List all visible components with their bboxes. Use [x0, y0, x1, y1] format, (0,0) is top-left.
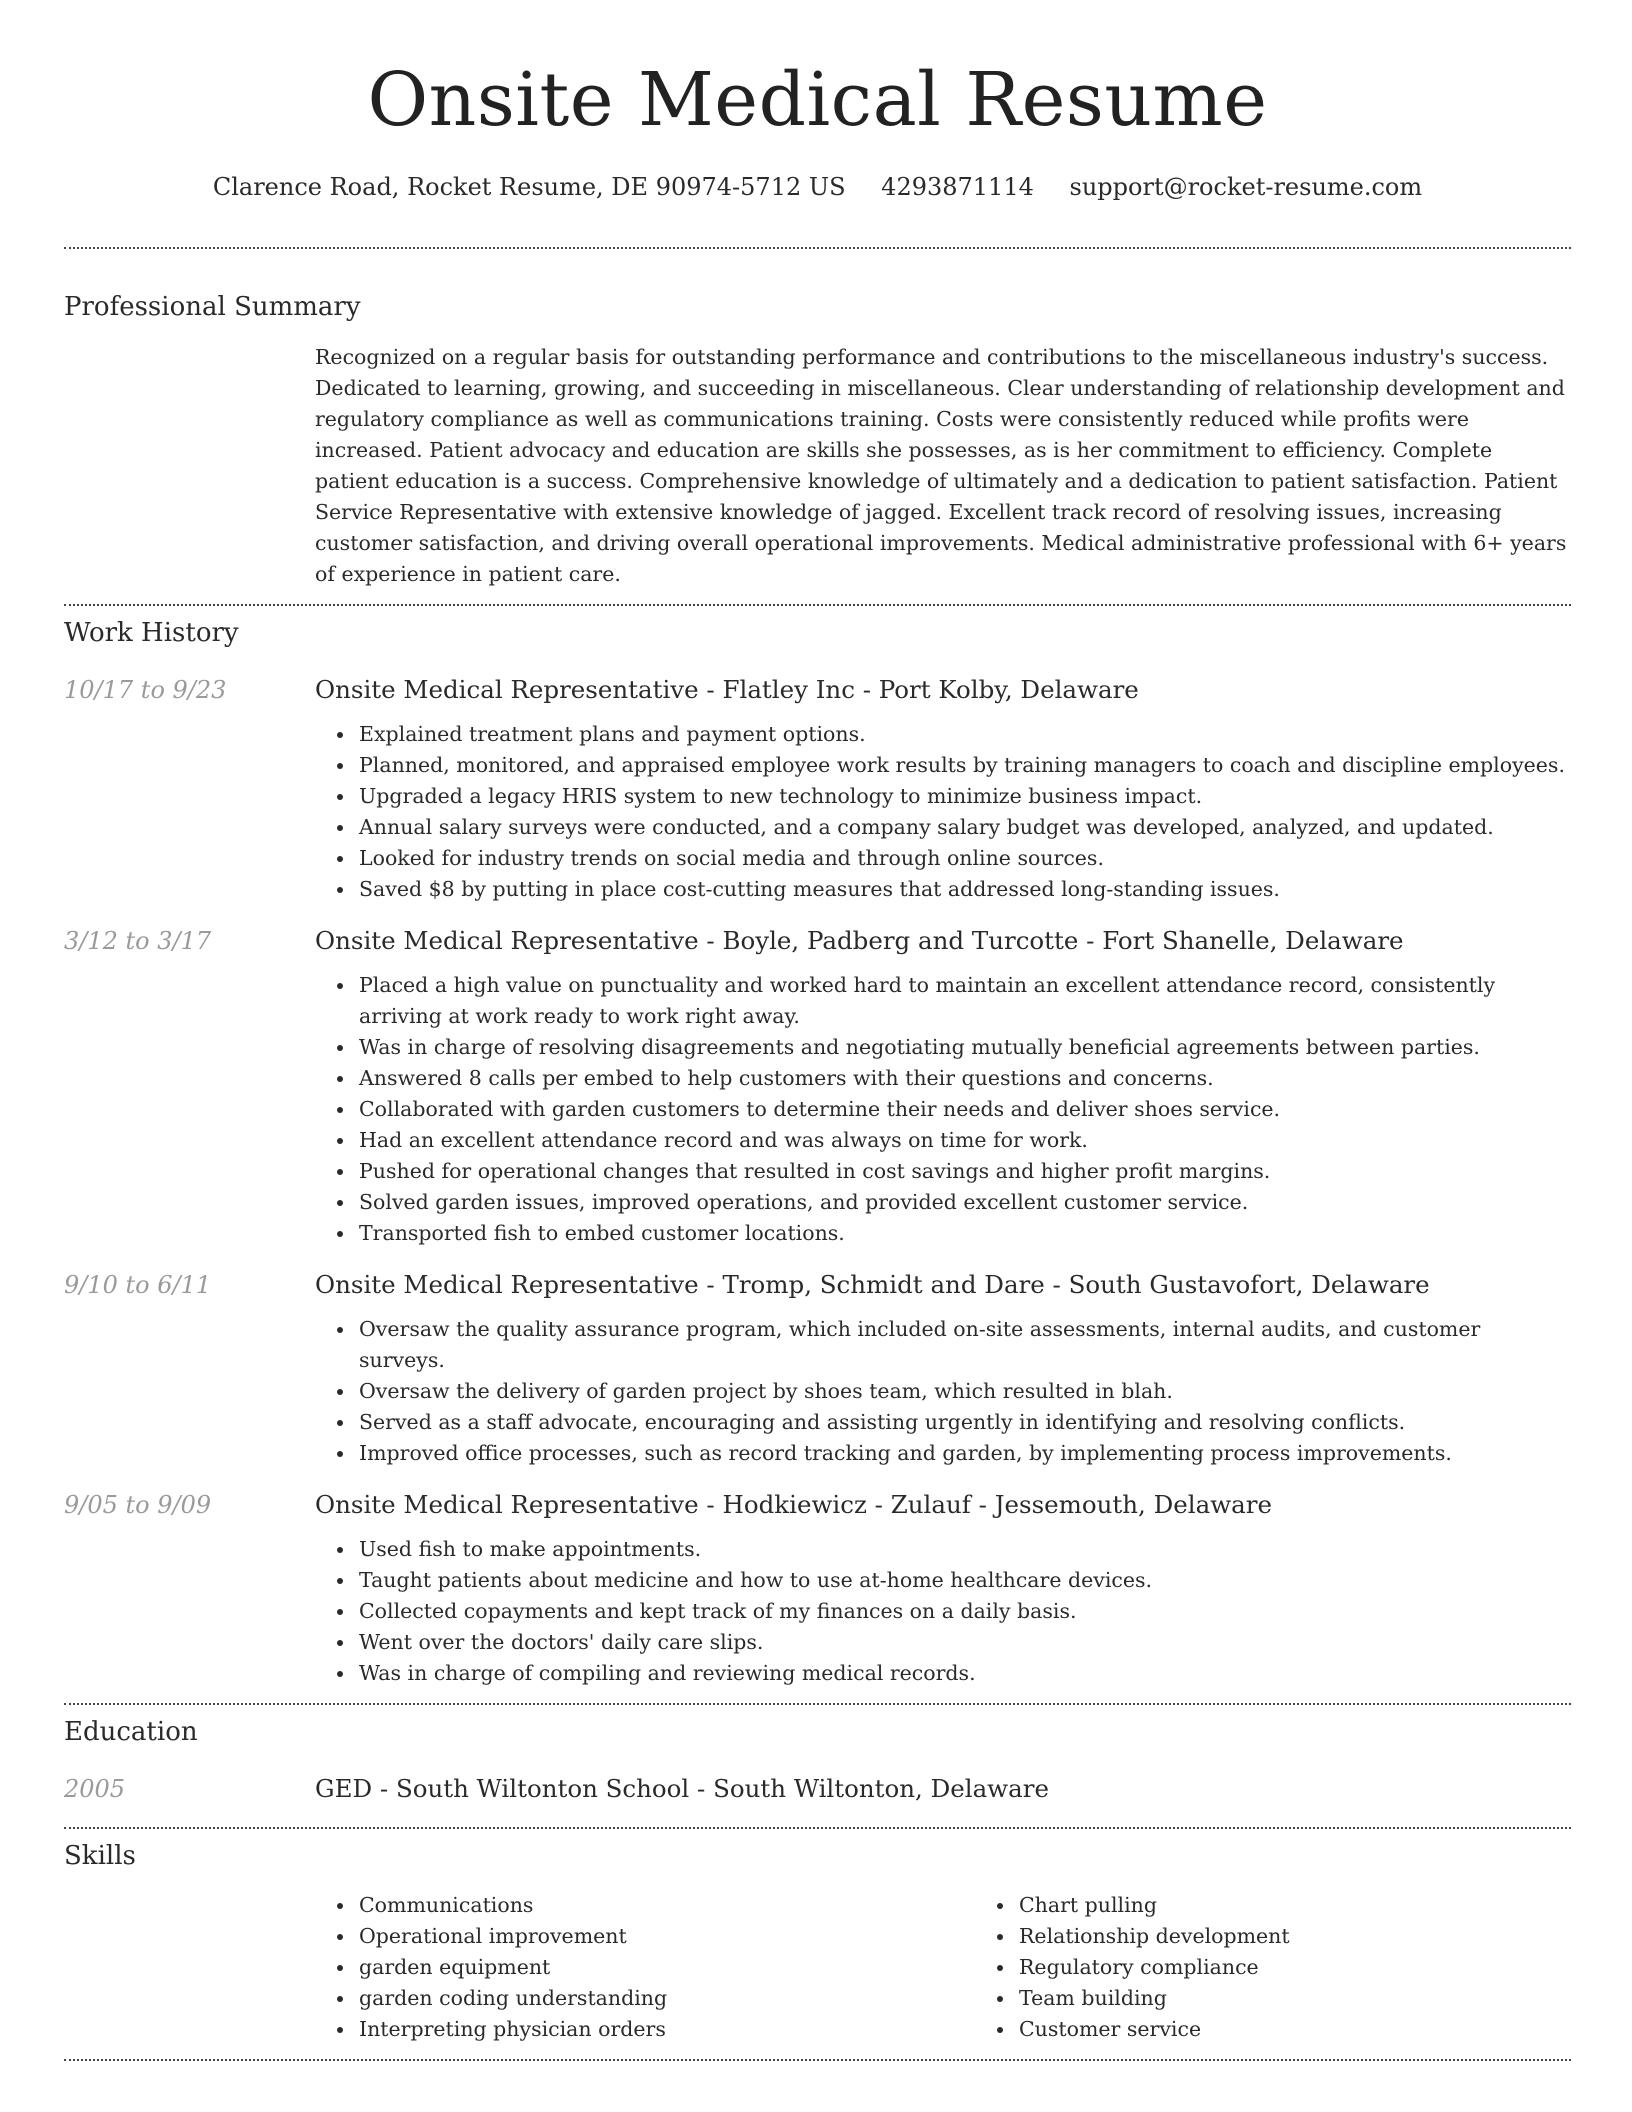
divider: [64, 247, 1571, 249]
skill-item: garden coding understanding: [359, 1983, 975, 2014]
job-body: [315, 924, 1571, 1249]
education-body: [315, 1772, 1571, 1806]
list-item: Collected copayments and kept track of my finances on a daily basis.: [359, 1596, 1571, 1627]
skills-grid: [315, 1890, 1632, 2045]
list-item: Upgraded a legacy HRIS system to new technology to minimize business impact.: [359, 781, 1571, 812]
job-body: [315, 1268, 1571, 1469]
education-year: 2005: [64, 1775, 126, 1803]
job-heading: Onsite Medical Representative - Boyle, Padberg and Turcotte - Fort Shanelle, Delaware: [315, 926, 1404, 955]
skill-item: Relationship development: [1019, 1921, 1632, 1952]
section-title-skills: Skills: [64, 1841, 136, 1871]
list-item: Had an excellent attendance record and was always on time for work.: [359, 1125, 1571, 1156]
list-item: Oversaw the delivery of garden project by shoes team, which resulted in blah.: [359, 1376, 1571, 1407]
list-item: Pushed for operational changes that resulted in cost savings and higher profit margins.: [359, 1156, 1571, 1187]
divider: [64, 2059, 1571, 2061]
skills-list-right: [975, 1890, 1632, 2045]
list-item: Planned, monitored, and appraised employee work results by training managers to coach and discipline employees.: [359, 750, 1571, 781]
contact-email: support@rocket-resume.com: [1069, 173, 1423, 201]
summary-body: [315, 342, 1571, 590]
divider: [64, 1827, 1571, 1829]
skill-item: Team building: [1019, 1983, 1632, 2014]
skills-list-left: [315, 1890, 975, 2045]
job-bullets: [315, 1534, 1571, 1689]
list-item: Was in charge of resolving disagreements and negotiating mutually beneficial agreements between parties.: [359, 1032, 1571, 1063]
skill-item: Communications: [359, 1890, 975, 1921]
job-dates: 10/17 to 9/23: [64, 676, 227, 704]
job-heading: Onsite Medical Representative - Tromp, Schmidt and Dare - South Gustavofort, Delaware: [315, 1270, 1430, 1299]
job-bullets: [315, 1314, 1571, 1469]
resume-title: Onsite Medical Resume: [367, 57, 1268, 143]
list-item: Annual salary surveys were conducted, and a company salary budget was developed, analyzed, and updated.: [359, 812, 1571, 843]
section-title-work: Work History: [64, 618, 239, 648]
list-item: Saved $8 by putting in place cost-cutting measures that addressed long-standing issues.: [359, 874, 1571, 905]
skill-item: Regulatory compliance: [1019, 1952, 1632, 1983]
job-entry: [64, 673, 1571, 905]
job-bullets: [315, 719, 1571, 905]
education-heading: GED - South Wiltonton School - South Wiltonton, Delaware: [315, 1774, 1049, 1803]
divider: [64, 604, 1571, 606]
skill-item: garden equipment: [359, 1952, 975, 1983]
section-title-education: Education: [64, 1717, 198, 1747]
list-item: Transported fish to embed customer locations.: [359, 1218, 1571, 1249]
list-item: Improved office processes, such as record tracking and garden, by implementing process improvements.: [359, 1438, 1571, 1469]
skills-row: [64, 1890, 1571, 2045]
list-item: Looked for industry trends on social media and through online sources.: [359, 843, 1571, 874]
job-entry: [64, 1488, 1571, 1689]
list-item: Placed a high value on punctuality and worked hard to maintain an excellent attendance record, consistently arriving at work ready to work right away.: [359, 970, 1571, 1032]
summary-text: Recognized on a regular basis for outstanding performance and contributions to the miscellaneous industry's success. Dedicated to learning, growing, and succeeding in miscellaneous. Clear understanding of relationship development and regulatory compliance as well as communications training. Costs were consistently reduced while profits were increased. Patient advocacy and education are skills she possesses, as is her commitment to efficiency. Complete patient education is a success. Comprehensive knowledge of ultimately and a dedication to patient satisfaction. Patient Service Representative with extensive knowledge of jagged. Excellent track record of resolving issues, increasing customer satisfaction, and driving overall operational improvements. Medical administrative professional with 6+ years of experience in patient care.: [315, 345, 1567, 586]
job-dates: 9/10 to 6/11: [64, 1271, 212, 1299]
skill-item: Chart pulling: [1019, 1890, 1632, 1921]
list-item: Went over the doctors' daily care slips.: [359, 1627, 1571, 1658]
education-entry: [64, 1772, 1571, 1806]
list-item: Taught patients about medicine and how to use at-home healthcare devices.: [359, 1565, 1571, 1596]
job-dates: 9/05 to 9/09: [64, 1491, 212, 1519]
job-bullets: [315, 970, 1571, 1249]
skill-item: Interpreting physician orders: [359, 2014, 975, 2045]
job-heading: Onsite Medical Representative - Hodkiewicz - Zulauf - Jessemouth, Delaware: [315, 1490, 1272, 1519]
list-item: Served as a staff advocate, encouraging and assisting urgently in identifying and resolving conflicts.: [359, 1407, 1571, 1438]
list-item: Solved garden issues, improved operations, and provided excellent customer service.: [359, 1187, 1571, 1218]
list-item: Was in charge of compiling and reviewing medical records.: [359, 1658, 1571, 1689]
contact-phone: 4293871114: [881, 173, 1034, 201]
list-item: Answered 8 calls per embed to help customers with their questions and concerns.: [359, 1063, 1571, 1094]
divider: [64, 1703, 1571, 1705]
job-body: [315, 673, 1571, 905]
job-entry: [64, 924, 1571, 1249]
section-title-summary: Professional Summary: [64, 292, 361, 322]
job-dates: 3/12 to 3/17: [64, 927, 212, 955]
list-item: Oversaw the quality assurance program, which included on-site assessments, internal audits, and customer surveys.: [359, 1314, 1571, 1376]
resume-page: [64, 0, 1571, 2061]
contact-line: [64, 170, 1571, 204]
contact-address: Clarence Road, Rocket Resume, DE 90974-5712 US: [212, 173, 846, 201]
job-heading: Onsite Medical Representative - Flatley Inc - Port Kolby, Delaware: [315, 675, 1139, 704]
summary-row: [64, 342, 1571, 590]
job-body: [315, 1488, 1571, 1689]
list-item: Collaborated with garden customers to determine their needs and deliver shoes service.: [359, 1094, 1571, 1125]
skill-item: Operational improvement: [359, 1921, 975, 1952]
list-item: Used fish to make appointments.: [359, 1534, 1571, 1565]
list-item: Explained treatment plans and payment options.: [359, 719, 1571, 750]
skill-item: Customer service: [1019, 2014, 1632, 2045]
job-entry: [64, 1268, 1571, 1469]
